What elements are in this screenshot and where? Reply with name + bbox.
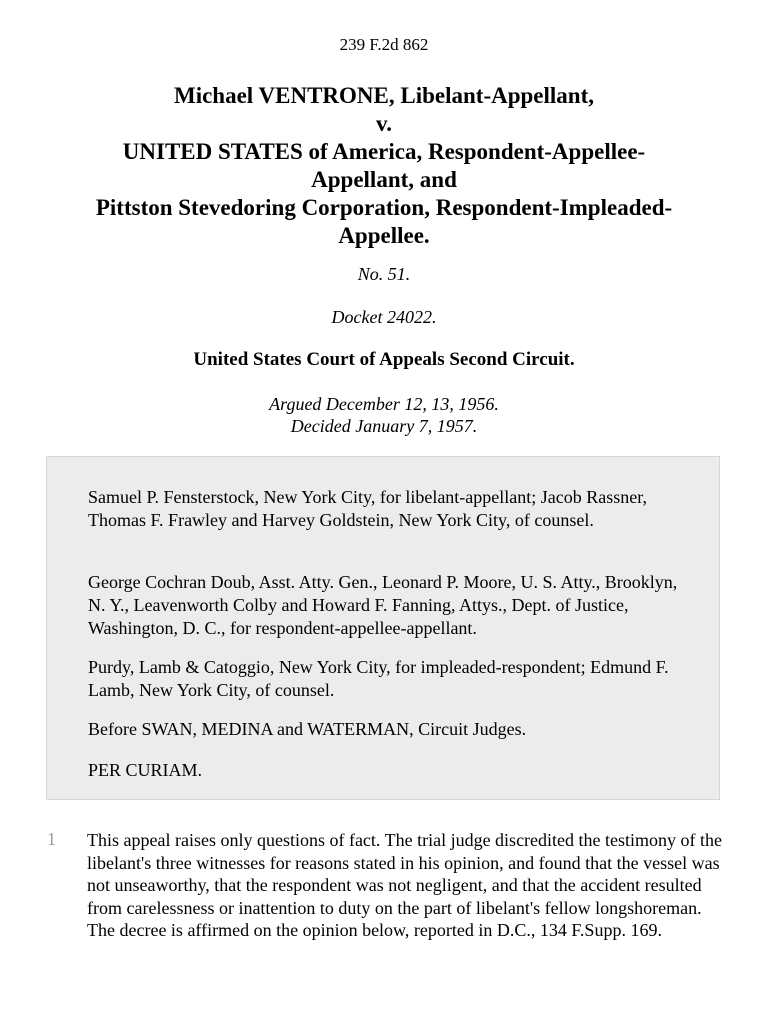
case-citation: 239 F.2d 862: [339, 35, 429, 54]
title-line: Michael VENTRONE, Libelant-Appellant,: [174, 83, 594, 108]
counsel-paragraph: George Cochran Doub, Asst. Atty. Gen., Leonard P. Moore, U. S. Atty., Brooklyn, N. Y., Leavenworth Colby and Howard F. Fanning, Attys., Dept. of Justice, Washington, D. C., for respondent-appellee-appellant.: [88, 572, 678, 638]
counsel-paragraph: Samuel P. Fensterstock, New York City, for libelant-appellant; Jacob Rassner, Thomas F. Frawley and Harvey Goldstein, New York City, of counsel.: [88, 487, 648, 530]
case-title: [40, 82, 728, 250]
title-line: UNITED STATES of America, Respondent-Appellee-: [122, 139, 646, 164]
argued-date: Argued December 12, 13, 1956.: [269, 394, 499, 414]
title-line: Pittston Stevedoring Corporation, Respondent-Impleaded-: [95, 195, 673, 220]
docket-number: Docket 24022.: [331, 307, 437, 327]
opinion-paragraph: This appeal raises only questions of fact. The trial judge discredited the testimony of the libelant's three witnesses for reasons stated in his opinion, and found that the vessel was not unseaworthy, that the respondent was not negligent, and that the accident resulted from carelessness or inattention to duty on the part of libelant's fellow longshoreman. The decree is affirmed on the opinion below, reported in D.C., 134 F.Supp. 169.: [87, 830, 723, 940]
judges-line: Before SWAN, MEDINA and WATERMAN, Circuit Judges.: [88, 719, 527, 739]
court-name: United States Court of Appeals Second Circuit.: [193, 349, 575, 370]
counsel-paragraph: Purdy, Lamb & Catoggio, New York City, for impleaded-respondent; Edmund F. Lamb, New York City, of counsel.: [88, 657, 669, 700]
case-dates: [0, 393, 768, 437]
title-line: v.: [376, 111, 392, 136]
decided-date: Decided January 7, 1957.: [290, 416, 478, 436]
counsel-box: [46, 456, 720, 800]
case-number: No. 51.: [357, 264, 411, 284]
title-line: Appellee.: [338, 223, 430, 248]
per-curiam: PER CURIAM.: [88, 760, 203, 780]
paragraph-number[interactable]: 1: [47, 829, 56, 849]
title-line: Appellant, and: [311, 167, 457, 192]
